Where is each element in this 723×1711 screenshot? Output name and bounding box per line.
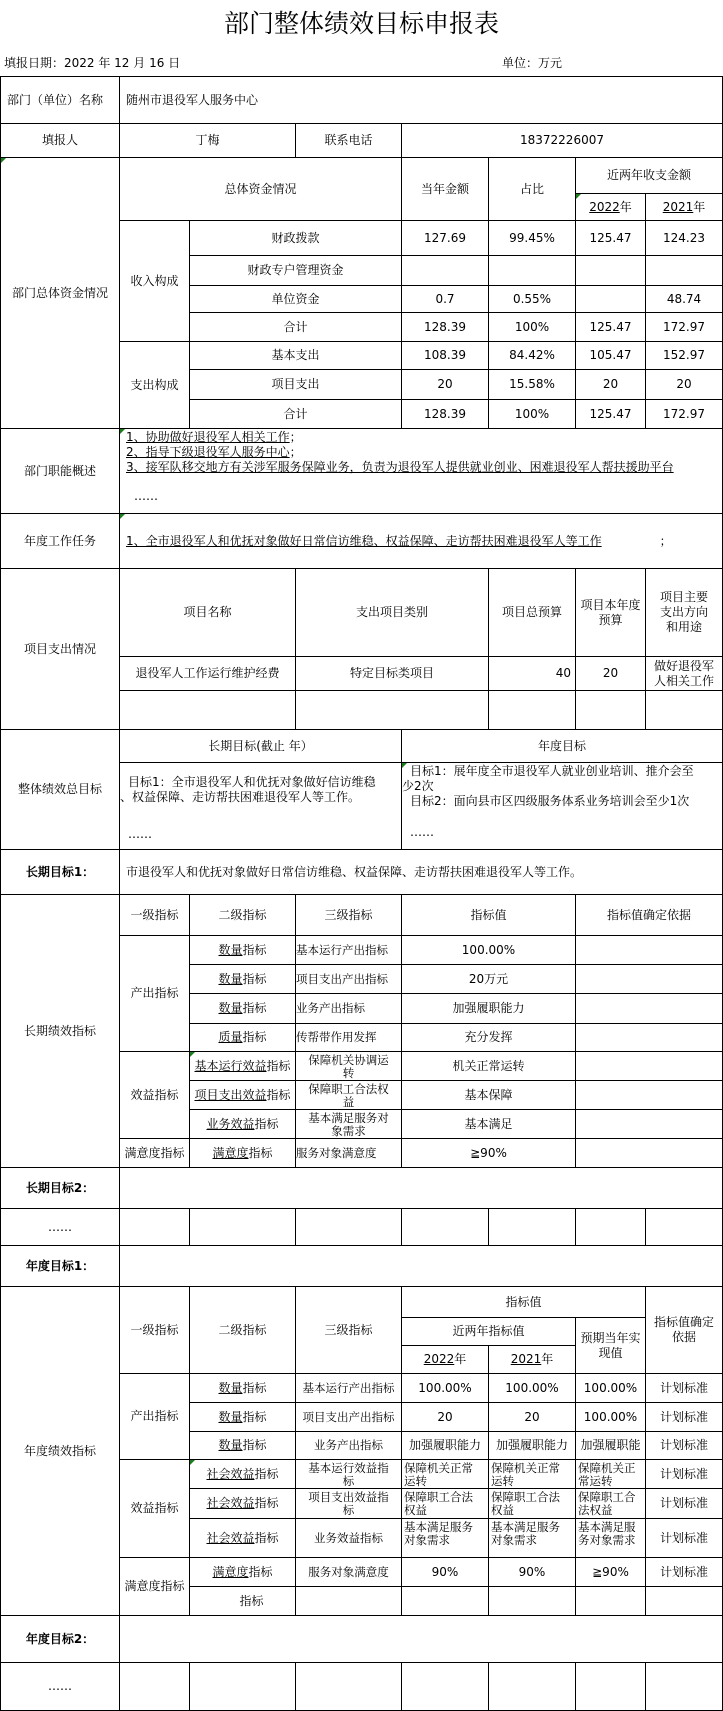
fund-row-2022: 125.47 [575,312,646,342]
lt-category-satisfaction: 满意度指标 [119,1138,190,1168]
year-2022-header: 2022 年 [575,193,646,221]
project-name: 退役军人工作运行维护经费 [119,656,296,691]
fund-row-2021 [645,255,723,286]
cell-text: 指标 [266,1058,291,1073]
project-name-header: 项目名称 [119,568,296,657]
lt-row-basis [575,1023,723,1052]
long-term-goal-2-label: 长期目标2： [0,1167,120,1209]
cell-text: 数量 [218,971,243,986]
fund-row-name: 单位资金 [189,285,402,313]
yt-row-value-b: 20 [488,1402,576,1432]
long-term-goal-content: 目标1：全市退役军人和优抚对象做好信访维稳 、权益保障、走访帮扶困难退役军人等工作。 …… [119,762,402,850]
project-year-budget-header: 项目本年度 预算 [575,568,646,657]
duty-content: 1、协助做好退役军人相关工作； 2、指导下级退役军人服务中心； 3、接军队移交地方有关涉军服务保障业务，负责为退役军人提供就业创业、困难退役军人帮扶援助平台 …… [119,428,723,514]
empty-cell [295,1662,402,1711]
cell-text: 基本运行效益指 [308,1461,389,1475]
project-empty-cell [119,690,296,730]
fund-row-name: 财政专户管理资金 [189,255,402,286]
yt-row-value-c [575,1488,646,1519]
long-term-goal-2-dots: …… [0,1208,120,1246]
cell-text: 社会效益 [206,1530,255,1545]
duty-label: 部门职能概述 [0,428,120,514]
cell-text: 法权益 [578,1503,613,1517]
income-group-label: 收入构成 [119,220,190,342]
empty-cell [119,1662,190,1711]
lt-row-level3: 服务对象满意度 [295,1138,402,1168]
lt-row-level3 [295,1080,402,1110]
yt-row-value-b [488,1518,576,1558]
cell-text: 保障机关协调运 [308,1053,389,1067]
lt-category-output: 产出指标 [119,935,190,1052]
fund-row-2021: 172.97 [645,312,723,342]
lt-row-basis [575,993,723,1024]
lt-row-level3 [295,1109,402,1139]
yt-row-level2 [189,1518,296,1558]
yt-row-level3: 基本运行产出指标 [295,1373,402,1403]
fund-row-2021: 48.74 [645,285,723,313]
yt-row-value-b: 90% [488,1557,576,1587]
cell-text: 指标 [254,1530,279,1545]
empty-cell [645,1586,723,1616]
fund-row-ratio: 100% [488,399,576,429]
empty-cell [295,1208,402,1246]
phone-label: 联系电话 [295,123,402,158]
yt-row-value-b: 100.00% [488,1373,576,1403]
fund-row-2021: 152.97 [645,341,723,370]
yt-row-value-a [401,1518,489,1558]
fund-row-current: 128.39 [401,399,489,429]
lt-row-value: 20万元 [401,964,576,994]
cell-text: 象需求 [331,1124,366,1138]
annual-task-label: 年度工作任务 [0,513,120,569]
cell-text: 保障机关正常 [404,1461,473,1475]
yt-row-basis: 计划标准 [645,1431,723,1460]
cell-text: 转 [342,1066,355,1080]
lt-row-level2 [189,1051,296,1081]
cell-text: 指标 [254,1466,279,1481]
yt-row-value-c [575,1459,646,1489]
yt-header-expected: 预期当年实 现值 [575,1317,646,1374]
cell-text: 满意度 [212,1564,249,1579]
yt-header-basis: 指标值确定 依据 [645,1286,723,1374]
cell-text: 常运转 [578,1474,613,1488]
lt-row-value: 机关正常运转 [401,1051,576,1081]
fill-date: 填报日期：2022 年 12 月 16 日 [4,56,181,70]
fund-row-name: 财政拨款 [189,220,402,256]
project-empty-cell [488,690,576,730]
yt-row-basis: 计划标准 [645,1459,723,1489]
yt-row-level3: 项目支出产出指标 [295,1402,402,1432]
cell-text: 指标 [242,942,267,957]
cell-text: 项目支出效益 [194,1087,267,1102]
fund-row-current: 0.7 [401,285,489,313]
annual-goal-2-label: 年度目标2： [0,1615,120,1663]
cell-text: 对象需求 [491,1533,537,1547]
lt-row-value: 基本满足 [401,1109,576,1139]
yt-row-value-b [488,1459,576,1489]
cell-text: 标 [342,1503,355,1517]
page-title: 部门整体绩效目标申报表 [223,9,499,38]
yt-row-basis: 计划标准 [645,1488,723,1519]
cell-text: 指标 [266,1087,291,1102]
lt-row-value: 100.00% [401,935,576,965]
cell-text: 基本满足服务对 [308,1111,389,1125]
fund-row-name: 合计 [189,399,402,429]
yt-row-value-c: ≧90% [575,1557,646,1587]
cell-text: 保障职工合法 [404,1490,473,1504]
fund-row-current [401,255,489,286]
annual-task-content: 1、全市退役军人和优抚对象做好日常信访维稳、权益保障、走访帮扶困难退役军人等工作 ； [119,513,723,569]
project-empty-cell [575,690,646,730]
long-term-indicators-label: 长期绩效指标 [0,894,120,1168]
yt-row-level3 [295,1488,402,1519]
lt-row-level3: 基本运行产出指标 [295,935,402,965]
yt-row-value-a: 100.00% [401,1373,489,1403]
yt-row-level2 [189,1557,296,1587]
lt-row-level2 [189,935,296,965]
yt-header-2021: 2021 年 [488,1345,576,1374]
lt-row-level2 [189,993,296,1024]
lt-row-level3: 传帮带作用发挥 [295,1023,402,1052]
cell-text: 数量 [218,942,243,957]
cell-text: 基本运行效益 [194,1058,267,1073]
lt-row-basis [575,1051,723,1081]
cell-text: 保障机关正 [578,1461,636,1475]
fund-row-2022 [575,255,646,286]
cell-text: 对象需求 [404,1533,450,1547]
yt-row-basis: 计划标准 [645,1373,723,1403]
yt-row-value-c: 加强履职能 [575,1431,646,1460]
yt-row-level3 [295,1459,402,1489]
lt-header-basis: 指标值确定依据 [575,894,723,936]
fund-row-name: 项目支出 [189,369,402,400]
lt-row-basis [575,1080,723,1110]
fund-row-2021: 20 [645,369,723,400]
phone-value: 18372226007 [401,123,723,158]
cell-text: 运转 [404,1474,427,1488]
project-total-header: 项目总预算 [488,568,576,657]
yt-row-basis: 计划标准 [645,1518,723,1558]
cell-text: 基本满足服 [578,1520,636,1534]
yt-row-level2 [189,1373,296,1403]
lt-row-level3: 业务产出指标 [295,993,402,1024]
fund-row-2022: 125.47 [575,220,646,256]
filler-label: 填报人 [0,123,120,158]
fund-row-ratio: 15.58% [488,369,576,400]
lt-header-level2: 二级指标 [189,894,296,936]
ratio-header: 占比 [488,157,576,221]
cell-text: 指标 [254,1496,279,1510]
yt-row-level2 [189,1488,296,1519]
yt-row-level2 [189,1459,296,1489]
overall-funds-header: 总体资金情况 [119,157,402,221]
yt-row-value-c: 100.00% [575,1373,646,1403]
recent-two-years-header: 近两年收支金额 [575,157,723,194]
cell-text: 保障职工合法 [491,1490,560,1504]
yt-header-level2: 二级指标 [189,1286,296,1374]
filler-name: 丁梅 [119,123,296,158]
annual-goal-2-content [119,1615,723,1663]
fund-row-2022 [575,285,646,313]
fund-row-current: 128.39 [401,312,489,342]
fund-row-ratio [488,255,576,286]
annual-indicators-label: 年度绩效指标 [0,1286,120,1616]
long-term-goal-header: 长期目标(截止 年） [119,729,402,763]
fund-row-name: 合计 [189,312,402,342]
yt-row-level2-empty [189,1586,296,1616]
cell-text: 指标 [254,1116,279,1131]
fund-row-2022: 125.47 [575,399,646,429]
cell-text: 数量 [218,1438,243,1452]
dept-value: 随州市退役军人服务中心 [119,76,723,124]
empty-cell [645,1662,723,1711]
cell-marker-icon [1,158,6,163]
lt-row-basis [575,964,723,994]
cell-marker-icon [120,514,125,519]
yt-header-2022: 2022 年 [401,1345,489,1374]
yt-row-level3: 业务效益指标 [295,1518,402,1558]
cell-text: 项目支出效益指 [308,1490,389,1504]
fund-row-ratio: 84.42% [488,341,576,370]
cell-text: 指标 [242,1380,267,1395]
yt-row-level2 [189,1402,296,1432]
yt-row-value-a: 20 [401,1402,489,1432]
lt-category-benefit: 效益指标 [119,1051,190,1139]
empty-cell [488,1586,576,1616]
cell-text: 满意度 [212,1145,249,1160]
yt-row-value-a: 90% [401,1557,489,1587]
empty-cell [401,1662,489,1711]
empty-cell [645,1208,723,1246]
lt-header-value: 指标值 [401,894,576,936]
empty-cell [488,1662,576,1711]
lt-header-level1: 一级指标 [119,894,190,936]
lt-row-level3 [295,1051,402,1081]
empty-cell [488,1208,576,1246]
project-empty-cell [645,690,723,730]
cell-text: 权益 [404,1503,427,1517]
yt-row-value-b [488,1488,576,1519]
cell-marker-icon [190,1460,195,1465]
cell-text: 务对象需求 [578,1533,636,1547]
lt-row-basis [575,935,723,965]
cell-text: 指标 [242,1001,267,1015]
fund-row-2022: 20 [575,369,646,400]
yt-row-basis: 计划标准 [645,1557,723,1587]
fund-row-ratio: 99.45% [488,220,576,256]
fund-row-ratio: 0.55% [488,285,576,313]
current-amount-header: 当年金额 [401,157,489,221]
empty-cell [401,1586,489,1616]
lt-row-level2 [189,1080,296,1110]
yt-row-level3: 服务对象满意度 [295,1557,402,1587]
cell-text: 社会效益 [206,1466,255,1481]
empty-cell [119,1208,190,1246]
project-year-budget: 20 [575,656,646,691]
empty-cell [401,1208,489,1246]
cell-text: 基本满足服务 [404,1520,473,1534]
cell-text: 数量 [218,1409,243,1424]
yt-row-value-a [401,1488,489,1519]
yt-row-basis: 计划标准 [645,1402,723,1432]
lt-row-level2 [189,1023,296,1052]
cell-text: 指标 [242,1030,267,1044]
cell-text: 指标 [248,1145,273,1160]
cell-text: 指标 [242,1409,267,1424]
cell-text: 指标 [242,971,267,986]
annual-goal-1-label: 年度目标1： [0,1245,120,1287]
long-term-goal-1-text: 市退役军人和优抚对象做好日常信访维稳、权益保障、走访帮扶困难退役军人等工作。 [119,849,723,895]
year-2021-header: 2021 年 [645,193,723,221]
project-label: 项目支出情况 [0,568,120,730]
lt-row-level2 [189,964,296,994]
yt-header-value: 指标值 [401,1286,646,1318]
cell-text: 社会效益 [206,1496,255,1510]
cell-marker-icon [576,194,581,199]
cell-marker-icon [190,1052,195,1057]
lt-row-level3: 项目支出产出指标 [295,964,402,994]
lt-row-level2 [189,1138,296,1168]
cell-text: 数量 [218,1380,243,1395]
cell-marker-icon [402,763,407,768]
yt-header-level3: 三级指标 [295,1286,402,1374]
fund-row-2021: 172.97 [645,399,723,429]
yt-category-benefit: 效益指标 [119,1459,190,1558]
cell-text: 指标 [242,1438,267,1452]
project-total: 40 [488,656,576,691]
project-category: 特定目标类项目 [295,656,489,691]
cell-text: 权益 [491,1503,514,1517]
fund-row-2021: 124.23 [645,220,723,256]
cell-marker-icon [120,429,125,434]
cell-text: 数量 [218,1001,243,1015]
lt-row-basis [575,1138,723,1168]
yt-row-value-b: 加强履职能力 [488,1431,576,1460]
project-category-header: 支出项目类别 [295,568,489,657]
cell-text: 保障机关正常 [491,1461,560,1475]
yt-row-level2 [189,1431,296,1460]
yt-header-level1: 一级指标 [119,1286,190,1374]
cell-text: 标 [342,1474,355,1488]
fund-row-current: 20 [401,369,489,400]
annual-goal-2-dots: …… [0,1662,120,1711]
funds-section-label: 部门总体资金情况 [0,157,120,429]
cell-text: 指标 [239,1593,264,1608]
cell-text: 基本满足服务 [491,1520,560,1534]
cell-text: 指标 [248,1564,273,1579]
fund-row-current: 127.69 [401,220,489,256]
fund-row-2022: 105.47 [575,341,646,370]
lt-row-value: 加强履职能力 [401,993,576,1024]
cell-text: 益 [342,1095,355,1109]
dept-label: 部门（单位）名称 [0,76,120,124]
project-use-header: 项目主要 支出方向 和用途 [645,568,723,657]
empty-cell [575,1208,646,1246]
cell-text: 运转 [491,1474,514,1488]
cell-text: 质量 [218,1030,243,1044]
annual-goal-content: 目标1：展年度全市退役军人就业创业培训、推介会至 少2次 目标2：面向县市区四级服务体系业务培训会至少1次 …… [401,762,723,850]
cell-text: 保障职工合 [578,1490,636,1504]
expense-group-label: 支出构成 [119,341,190,429]
yt-row-level3: 业务产出指标 [295,1431,402,1460]
empty-cell [575,1586,646,1616]
yt-category-output: 产出指标 [119,1373,190,1460]
fund-row-name: 基本支出 [189,341,402,370]
yt-row-value-a [401,1459,489,1489]
lt-row-value: 充分发挥 [401,1023,576,1052]
project-use: 做好退役军 人相关工作 [645,656,723,691]
yt-row-value-c [575,1518,646,1558]
lt-header-level3: 三级指标 [295,894,402,936]
overall-goal-label: 整体绩效总目标 [0,729,120,850]
yt-row-value-c: 100.00% [575,1402,646,1432]
project-empty-cell [295,690,489,730]
empty-cell [189,1208,296,1246]
fund-row-current: 108.39 [401,341,489,370]
lt-row-level2 [189,1109,296,1139]
long-term-goal-1-label: 长期目标1： [0,849,120,895]
empty-cell [189,1662,296,1711]
cell-text: 保障职工合法权 [308,1082,389,1096]
cell-text: 业务效益 [206,1116,255,1131]
yt-row-value-a: 加强履职能力 [401,1431,489,1460]
long-term-goal-2-content [119,1167,723,1209]
yt-category-satisfaction: 满意度指标 [119,1557,190,1616]
empty-cell [575,1662,646,1711]
lt-row-value: 基本保障 [401,1080,576,1110]
lt-row-basis [575,1109,723,1139]
annual-goal-1-content [119,1245,723,1287]
unit-label: 单位：万元 [502,56,563,70]
annual-goal-header: 年度目标 [401,729,723,763]
empty-cell [295,1586,402,1616]
fund-row-ratio: 100% [488,312,576,342]
yt-header-recent: 近两年指标值 [401,1317,576,1346]
lt-row-value: ≧90% [401,1138,576,1168]
